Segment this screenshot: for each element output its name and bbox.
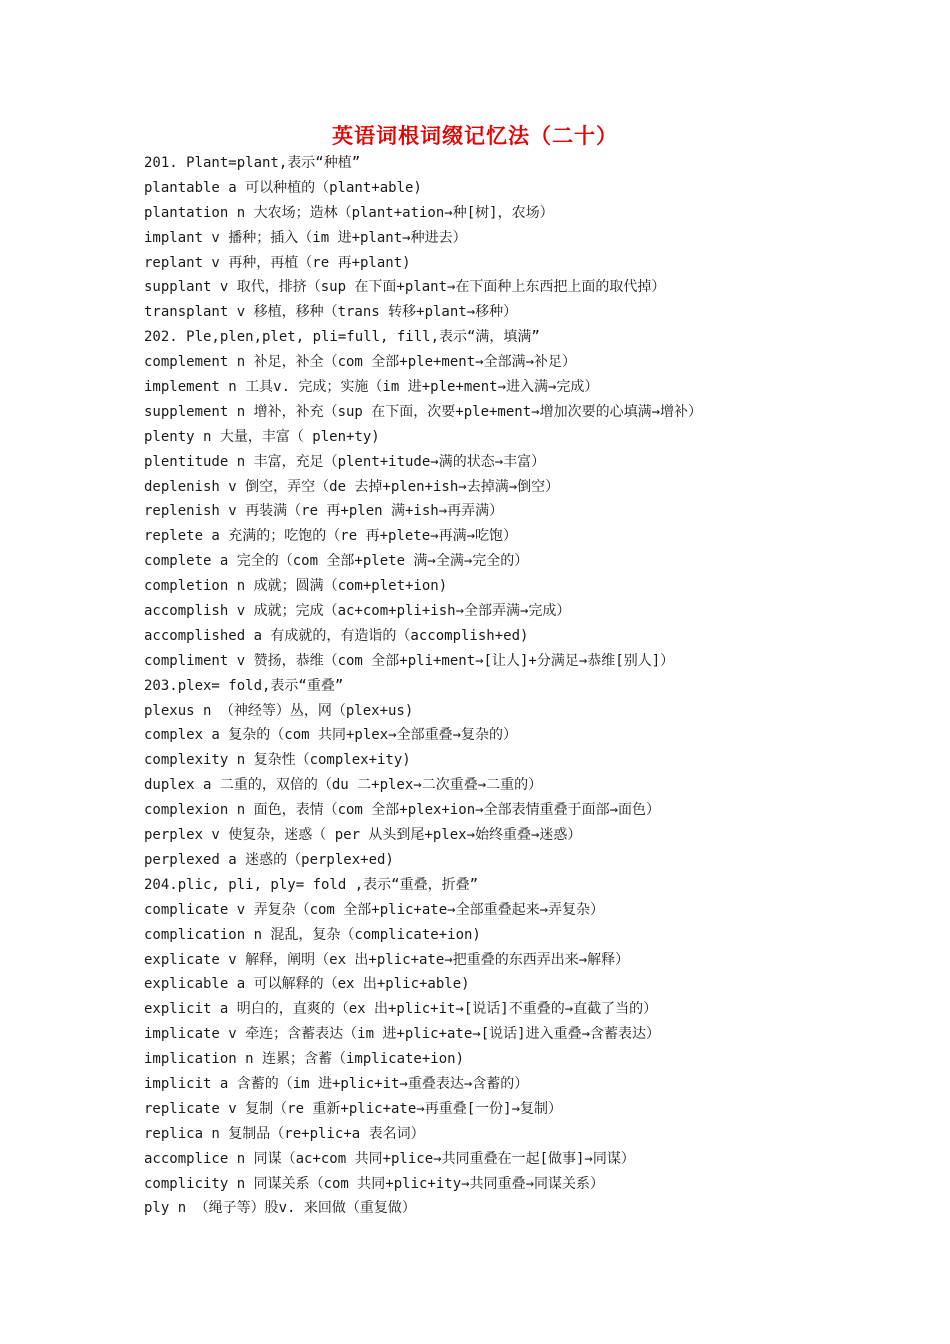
entry-duplex: duplex a 二重的，双倍的（du 二+plex→二次重叠→二重的） <box>144 777 543 794</box>
entry-complicity: complicity n 同谋关系（com 共同+plic+ity→共同重叠→同谋关系） <box>144 1175 605 1192</box>
entry-explicit: explicit a 明白的，直爽的（ex 出+plic+it→[说话]不重叠的→直截了当的） <box>144 1001 658 1018</box>
entry-explicate: explicate v 解释，阐明（ex 出+plic+ate→把重叠的东西弄出来→解释） <box>144 951 630 968</box>
entry-supplant: supplant v 取代，排挤（sup 在下面+plant→在下面种上东西把上面的取代掉） <box>144 279 666 296</box>
entry-complex: complex a 复杂的（com 共同+plex→全部重叠→复杂的） <box>144 727 518 744</box>
entry-plentitude: plentitude n 丰富，充足（plent+itude→满的状态→丰富） <box>144 453 546 470</box>
entry-plexus: plexus n （神经等）丛，网（plex+us) <box>144 702 414 719</box>
entry-implicit: implicit a 含蓄的（im 进+plic+it→重叠表达→含蓄的） <box>144 1075 529 1092</box>
entry-completion: completion n 成就；圆满（com+plet+ion) <box>144 578 448 595</box>
entry-compliment: compliment v 赞扬，恭维（com 全部+pli+ment→[让人]+分满足→恭维[别人]） <box>144 652 675 669</box>
entry-transplant: transplant v 移植，移种（trans 转移+plant→移种） <box>144 304 518 321</box>
entry-plantable: plantable a 可以种植的（plant+able) <box>144 179 422 196</box>
document-title: 英语词根词缀记忆法（二十） <box>332 123 618 148</box>
entry-accomplished: accomplished a 有成就的，有造诣的（accomplish+ed) <box>144 627 529 644</box>
vocabulary-list <box>144 151 934 1221</box>
entry-complement: complement n 补足，补全（com 全部+ple+ment→全部满→补足） <box>144 354 577 371</box>
entry-ply: ply n （绳子等）股v. 来回做（重复做） <box>144 1200 416 1217</box>
entry-supplement: supplement n 增补，补充（sup 在下面，次要+ple+ment→增加次要的心填满→增补） <box>144 403 703 420</box>
entry-implication: implication n 连累；含蓄（implicate+ion) <box>144 1051 465 1068</box>
entry-implant: implant v 播种；插入（im 进+plant→种进去） <box>144 229 467 246</box>
section-heading-203: 203.plex= fold,表示“重叠” <box>144 677 344 694</box>
entry-complication: complication n 混乱，复杂（complicate+ion) <box>144 926 481 943</box>
entry-complexion: complexion n 面色，表情（com 全部+plex+ion→全部表情重叠于面部→面色） <box>144 802 661 819</box>
entry-replica: replica n 复制品（re+plic+a 表名词） <box>144 1125 425 1142</box>
entry-perplex: perplex v 使复杂，迷惑（ per 从头到尾+plex→始终重叠→迷惑） <box>144 827 582 844</box>
entry-complete: complete a 完全的（com 全部+plete 满→全满→完全的） <box>144 553 529 570</box>
entry-deplenish: deplenish v 倒空，弄空（de 去掉+plen+ish→去掉满→倒空） <box>144 478 560 495</box>
section-heading-202: 202. Ple,plen,plet, pli=full, fill,表示“满，填满” <box>144 329 540 346</box>
entry-explicable: explicable a 可以解释的（ex 出+plic+able) <box>144 976 470 993</box>
entry-replete: replete a 充满的；吃饱的（re 再+plete→再满→吃饱） <box>144 528 518 545</box>
entry-perplexed: perplexed a 迷惑的（perplex+ed) <box>144 851 394 868</box>
entry-complicate: complicate v 弄复杂（com 全部+plic+ate→全部重叠起来→弄复杂） <box>144 901 605 918</box>
entry-plenty: plenty n 大量，丰富（ plen+ty) <box>144 428 380 445</box>
section-heading-204: 204.plic, pli, ply= fold ,表示“重叠，折叠” <box>144 876 479 893</box>
entry-complexity: complexity n 复杂性（complex+ity) <box>144 752 411 769</box>
entry-implement: implement n 工具v. 完成；实施（im 进+ple+ment→进入满→完成） <box>144 379 599 396</box>
entry-accomplish: accomplish v 成就；完成（ac+com+pli+ish→全部弄满→完成） <box>144 603 571 620</box>
section-heading-201: 201. Plant=plant,表示“种植” <box>144 155 361 171</box>
entry-plantation: plantation n 大农场；造林（plant+ation→种[树]，农场） <box>144 204 554 221</box>
entry-replicate: replicate v 复制（re 重新+plic+ate→再重叠[一份]→复制） <box>144 1100 563 1117</box>
entry-implicate: implicate v 牵连；含蓄表达（im 进+plic+ate→[说话]进入重叠→含蓄表达） <box>144 1026 661 1043</box>
entry-replant: replant v 再种，再植（re 再+plant) <box>144 254 411 271</box>
entry-accomplice: accomplice n 同谋（ac+com 共同+plice→共同重叠在一起[做事]→同谋） <box>144 1150 635 1167</box>
entry-replenish: replenish v 再装满（re 再+plen 满+ish→再弄满） <box>144 503 504 520</box>
